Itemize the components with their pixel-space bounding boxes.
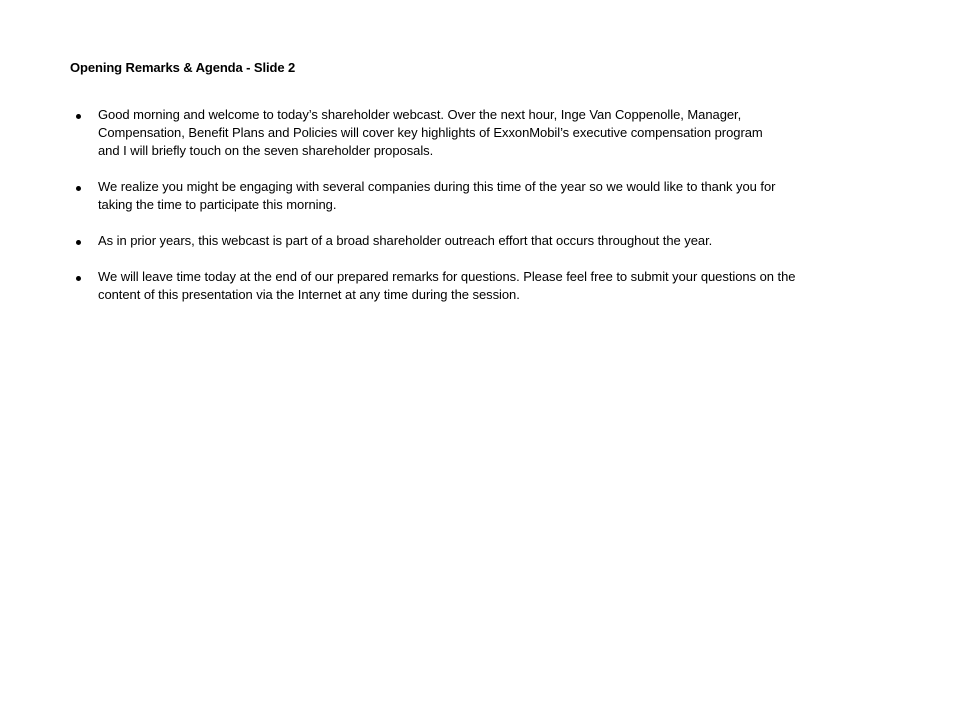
- bullet-item: [74, 106, 874, 160]
- bullet-dot-icon: [76, 114, 81, 119]
- bullet-dot-icon: [76, 186, 81, 191]
- bullet-text: As in prior years, this webcast is part of a broad shareholder outreach effort that occurs throughout the year.: [98, 233, 713, 248]
- bullet-dot-icon: [76, 276, 81, 281]
- bullet-list: [74, 106, 874, 322]
- bullet-dot-icon: [76, 240, 81, 245]
- bullet-item: [74, 232, 874, 250]
- bullet-text: Good morning and welcome to today’s shareholder webcast. Over the next hour, Inge Van Coppenolle, Manager, Compensation, Benefit Plans and Policies will cover key highlights of ExxonMobil’s executive compensation program and I will briefly touch on the seven shareholder proposals.: [98, 107, 763, 158]
- bullet-text: We realize you might be engaging with several companies during this time of the year so we would like to thank you for taking the time to participate this morning.: [98, 179, 776, 212]
- bullet-text: We will leave time today at the end of our prepared remarks for questions. Please feel free to submit your questions on the content of this presentation via the Internet at any time during the session.: [98, 269, 796, 302]
- bullet-item: [74, 178, 874, 214]
- bullet-item: [74, 268, 874, 304]
- slide-title: Opening Remarks & Agenda - Slide 2: [70, 60, 296, 75]
